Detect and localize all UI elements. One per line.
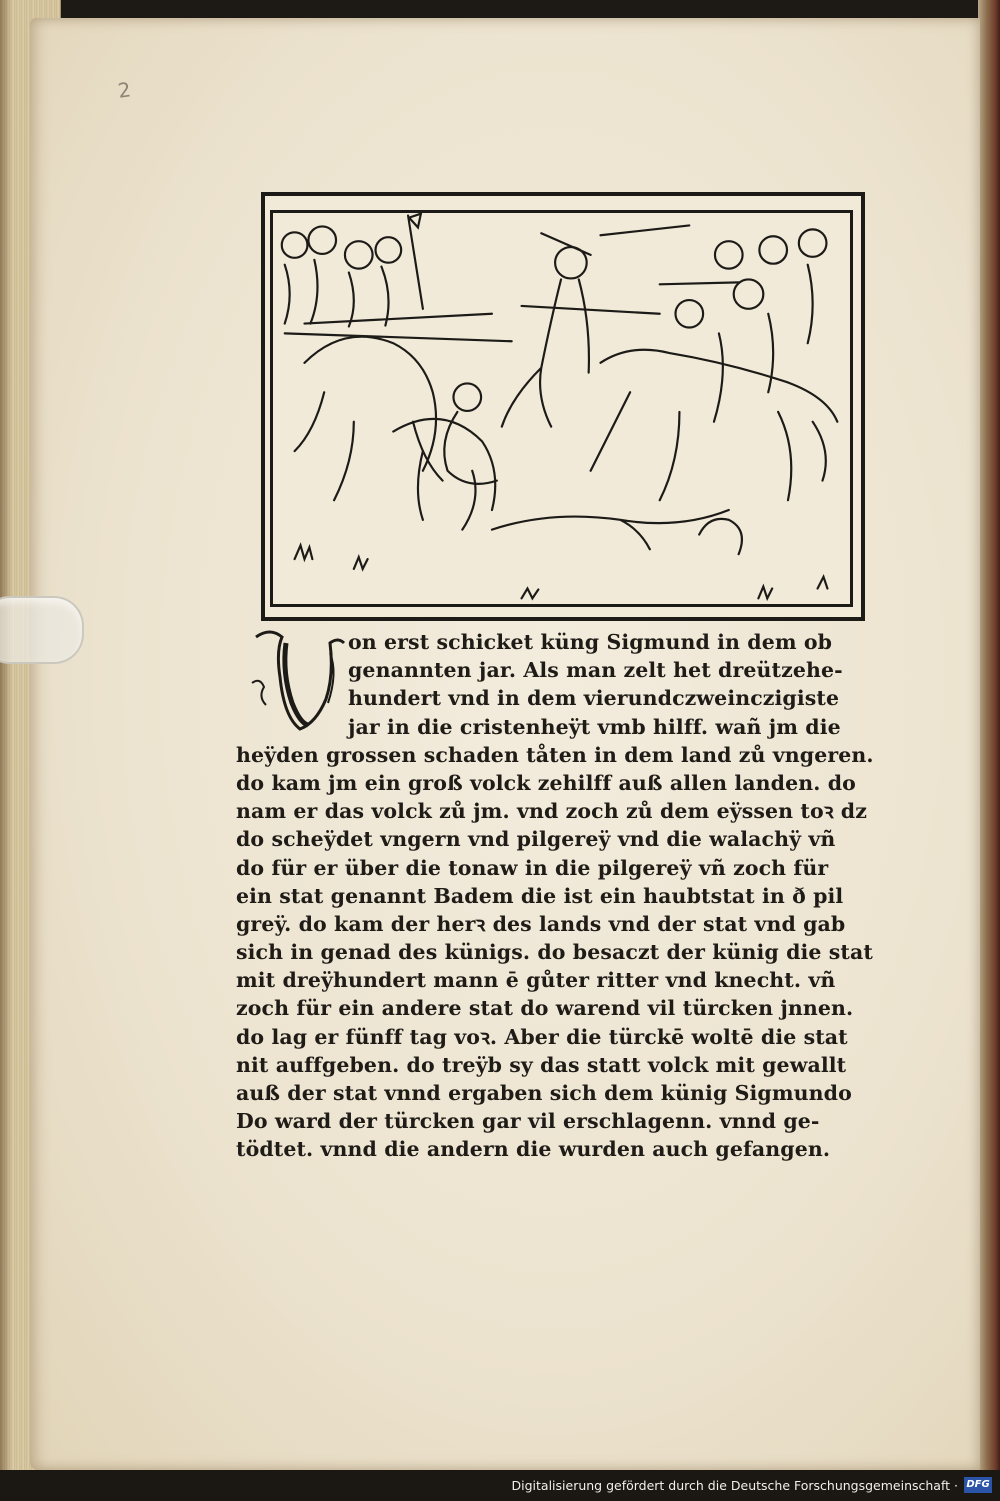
text-line: greÿ. do kam der herꝛ des lands vnd der stat vnd gab <box>236 911 846 936</box>
text-line: Do ward der türcken gar vil erschlagenn. vnnd ge- <box>236 1109 820 1134</box>
text-line: do kam jm ein groß volck zehilff auß allen landen. do <box>236 770 856 795</box>
folio-pencil-mark: 2 <box>116 77 133 103</box>
dfg-logo[interactable]: DFG <box>964 1477 992 1493</box>
text-line: nit auffgeben. do treÿb sy das statt volck mit gewallt <box>236 1052 847 1077</box>
footer-credit: Digitalisierung gefördert durch die Deutsche Forschungsgemeinschaft · <box>511 1478 958 1493</box>
text-line: sich in genad des künigs. do besaczt der künig die stat <box>236 940 873 965</box>
text-line: auß der stat vnnd ergaben sich dem künig Sigmundo <box>236 1081 852 1105</box>
text-line: zoch für ein andere stat do warend vil türcken jnnen. <box>236 996 854 1021</box>
text-line: tödtet. vnnd die andern die wurden auch gefangen. <box>236 1137 831 1162</box>
battle-scene-drawing <box>265 196 861 617</box>
text-line: nam er das volck zů jm. vnd zoch zů dem eÿssen toꝛ dz <box>236 799 867 824</box>
text-line: do scheÿdet vngern vnd pilgereÿ vnd die walachÿ vñ <box>236 827 836 852</box>
text-line: ein stat genannt Badem die ist ein haubtstat in ð pil <box>236 883 844 908</box>
text-line: heÿden grossen schaden tåten in dem land zů vngeren. <box>236 742 874 767</box>
book-cover-edge <box>978 0 1000 1470</box>
text-line: do lag er fünff tag voꝛ. Aber die türckē woltē die stat <box>236 1024 848 1049</box>
text-line: mit dreÿhundert mann ē gůter ritter vnd knecht. vñ <box>236 968 836 993</box>
woodcut-illustration <box>261 192 865 621</box>
plastic-page-clip <box>0 596 84 664</box>
main-text-block <box>236 628 886 1164</box>
text-line: on erst schicket küng Sigmund in dem ob <box>348 630 833 654</box>
text-line: do für er über die tonaw in die pilgereÿ vñ zoch für <box>236 855 829 880</box>
text-line: jar in die cristenheÿt vmb hilff. wañ jm die <box>348 714 841 739</box>
text-line: genannten jar. Als man zelt het dreützehe- <box>348 658 843 683</box>
footer-bar <box>0 1470 1000 1501</box>
page-stack-shadow <box>0 0 12 1470</box>
text-line: hundert vnd in dem vierundczweinczigiste <box>348 686 840 711</box>
